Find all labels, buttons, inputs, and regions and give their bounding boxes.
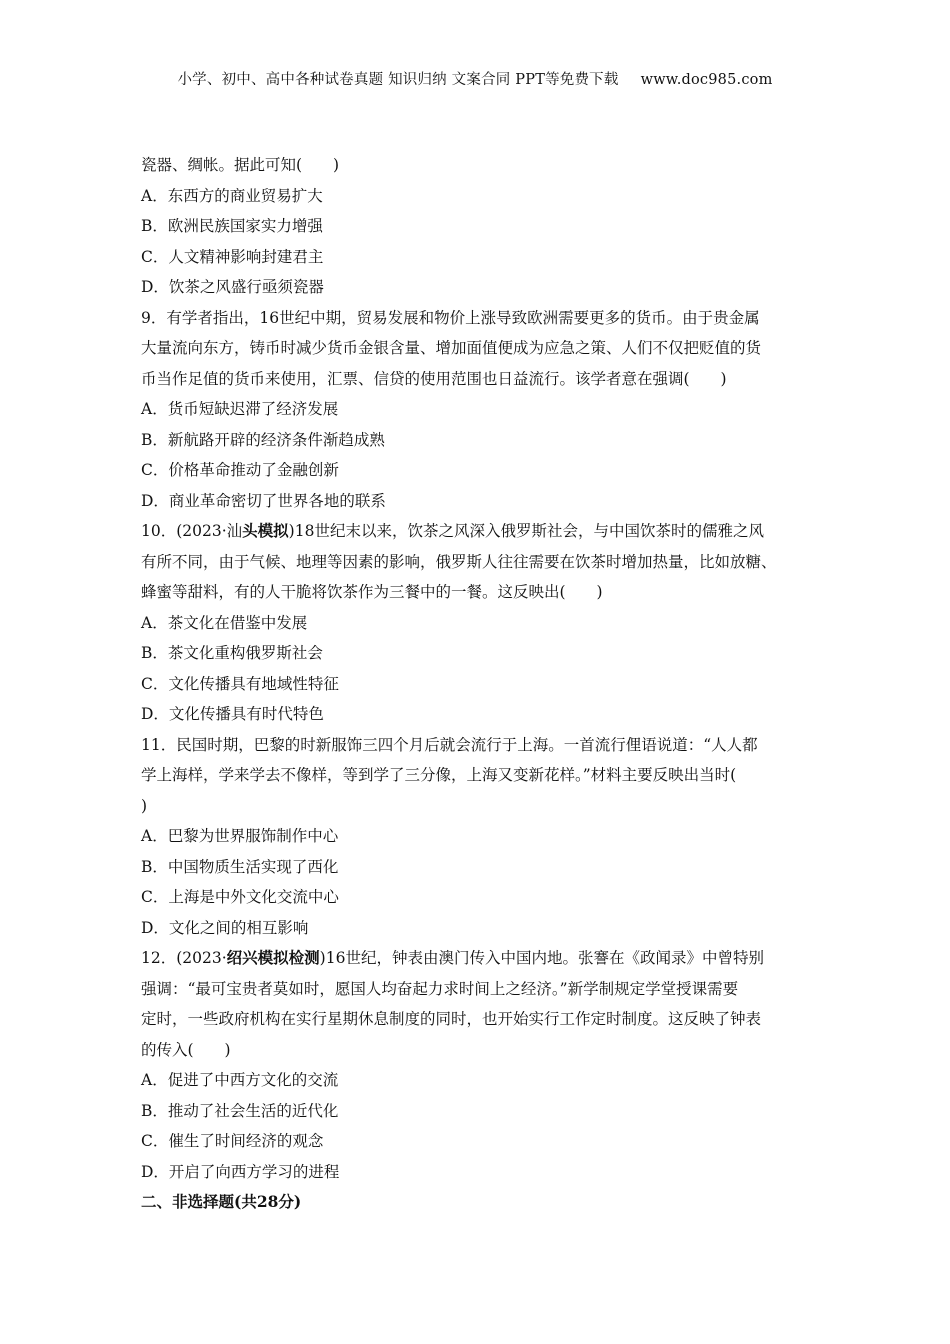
q10-option-a: A．茶文化在借鉴中发展: [141, 613, 308, 632]
q9-stem-line-1: 9．有学者指出，16世纪中期，贸易发展和物价上涨导致欧洲需要更多的货币。由于贵金属: [141, 308, 760, 327]
q12-stem-line-2: 强调：“最可宝贵者莫如时，愿国人均奋起力求时间上之经济。”新学制规定学堂授课需要: [141, 979, 739, 998]
q12-option-a: A．促进了中西方文化的交流: [141, 1071, 339, 1089]
q8-option-d: D．饮茶之风盛行亟须瓷器: [141, 278, 324, 296]
q12-stem-line-4: 的传入( ): [141, 1040, 231, 1059]
q12-option-c: C．催生了时间经济的观念: [141, 1132, 324, 1150]
q8-stem-tail: 瓷器、绸帐。据此可知( ): [141, 156, 340, 174]
header-site: www.doc985.com: [640, 72, 773, 88]
q10-number: 10．(2023·汕: [141, 522, 243, 540]
q12-option-b: B．推动了社会生活的近代化: [141, 1101, 339, 1120]
q10-stem-start: )18世纪末以来，饮茶之风深入俄罗斯社会，与中国饮茶时的儒雅之风: [288, 522, 764, 540]
q9-option-a: A．货币短缺迟滞了经济发展: [141, 400, 339, 418]
q10-option-c: C．文化传播具有地域性特征: [141, 674, 339, 693]
q12-option-d: D．开启了向西方学习的进程: [141, 1162, 340, 1181]
q10-source: 头模拟: [242, 521, 289, 540]
q12-number: 12．(2023·: [141, 949, 227, 967]
q9-option-d: D．商业革命密切了世界各地的联系: [141, 491, 386, 510]
document-body: [141, 150, 825, 1218]
q11-option-b: B．中国物质生活实现了西化: [141, 857, 339, 876]
q11-option-d: D．文化之间的相互影响: [141, 918, 309, 937]
q11-stem-line-3: ): [141, 796, 148, 815]
q9-option-b: B．新航路开辟的经济条件渐趋成熟: [141, 430, 385, 449]
q12-stem-line-1: [141, 943, 825, 974]
q10-option-d: D．文化传播具有时代特色: [141, 705, 324, 723]
section-heading-non-choice: 二、非选择题(共28分): [141, 1192, 302, 1211]
q9-option-c: C．价格革命推动了金融创新: [141, 461, 339, 479]
q12-stem-start: )16世纪，钟表由澳门传入中国内地。张謇在《政闻录》中曾特别: [319, 949, 764, 967]
q11-option-c: C．上海是中外文化交流中心: [141, 888, 339, 906]
q11-stem-line-1: 11．民国时期，巴黎的时新服饰三四个月后就会流行于上海。一首流行俚语说道：“人人都: [141, 735, 758, 754]
q8-option-c: C．人文精神影响封建君主: [141, 247, 324, 266]
q8-option-a: A．东西方的商业贸易扩大: [141, 186, 323, 205]
q11-option-a: A．巴黎为世界服饰制作中心: [141, 827, 339, 845]
q10-stem-line-1: [141, 516, 825, 547]
q9-stem-line-2: 大量流向东方，铸币时减少货币金银含量、增加面值便成为应急之策、人们不仅把贬值的货: [141, 339, 762, 357]
q10-stem-line-2: 有所不同，由于气候、地理等因素的影响，俄罗斯人往往需要在饮茶时增加热量，比如放糖、: [141, 552, 777, 571]
q12-stem-line-3: 定时，一些政府机构在实行星期休息制度的同时，也开始实行工作定时制度。这反映了钟表: [141, 1010, 762, 1028]
q10-option-b: B．茶文化重构俄罗斯社会: [141, 644, 323, 662]
q11-stem-line-2: 学上海样，学来学去不像样，等到学了三分像，上海又变新花样。”材料主要反映出当时(: [141, 766, 737, 784]
q9-stem-line-3: 币当作足值的货币来使用，汇票、信贷的使用范围也日益流行。该学者意在强调( ): [141, 369, 727, 388]
header-text: 小学、初中、高中各种试卷真题 知识归纳 文案合同 PPT等免费下载: [177, 72, 619, 88]
page-header: [0, 68, 950, 89]
q12-source: 绍兴模拟检测: [226, 948, 320, 967]
q8-option-b: B．欧洲民族国家实力增强: [141, 217, 323, 235]
q10-stem-line-3: 蜂蜜等甜料，有的人干脆将饮茶作为三餐中的一餐。这反映出( ): [141, 583, 603, 601]
